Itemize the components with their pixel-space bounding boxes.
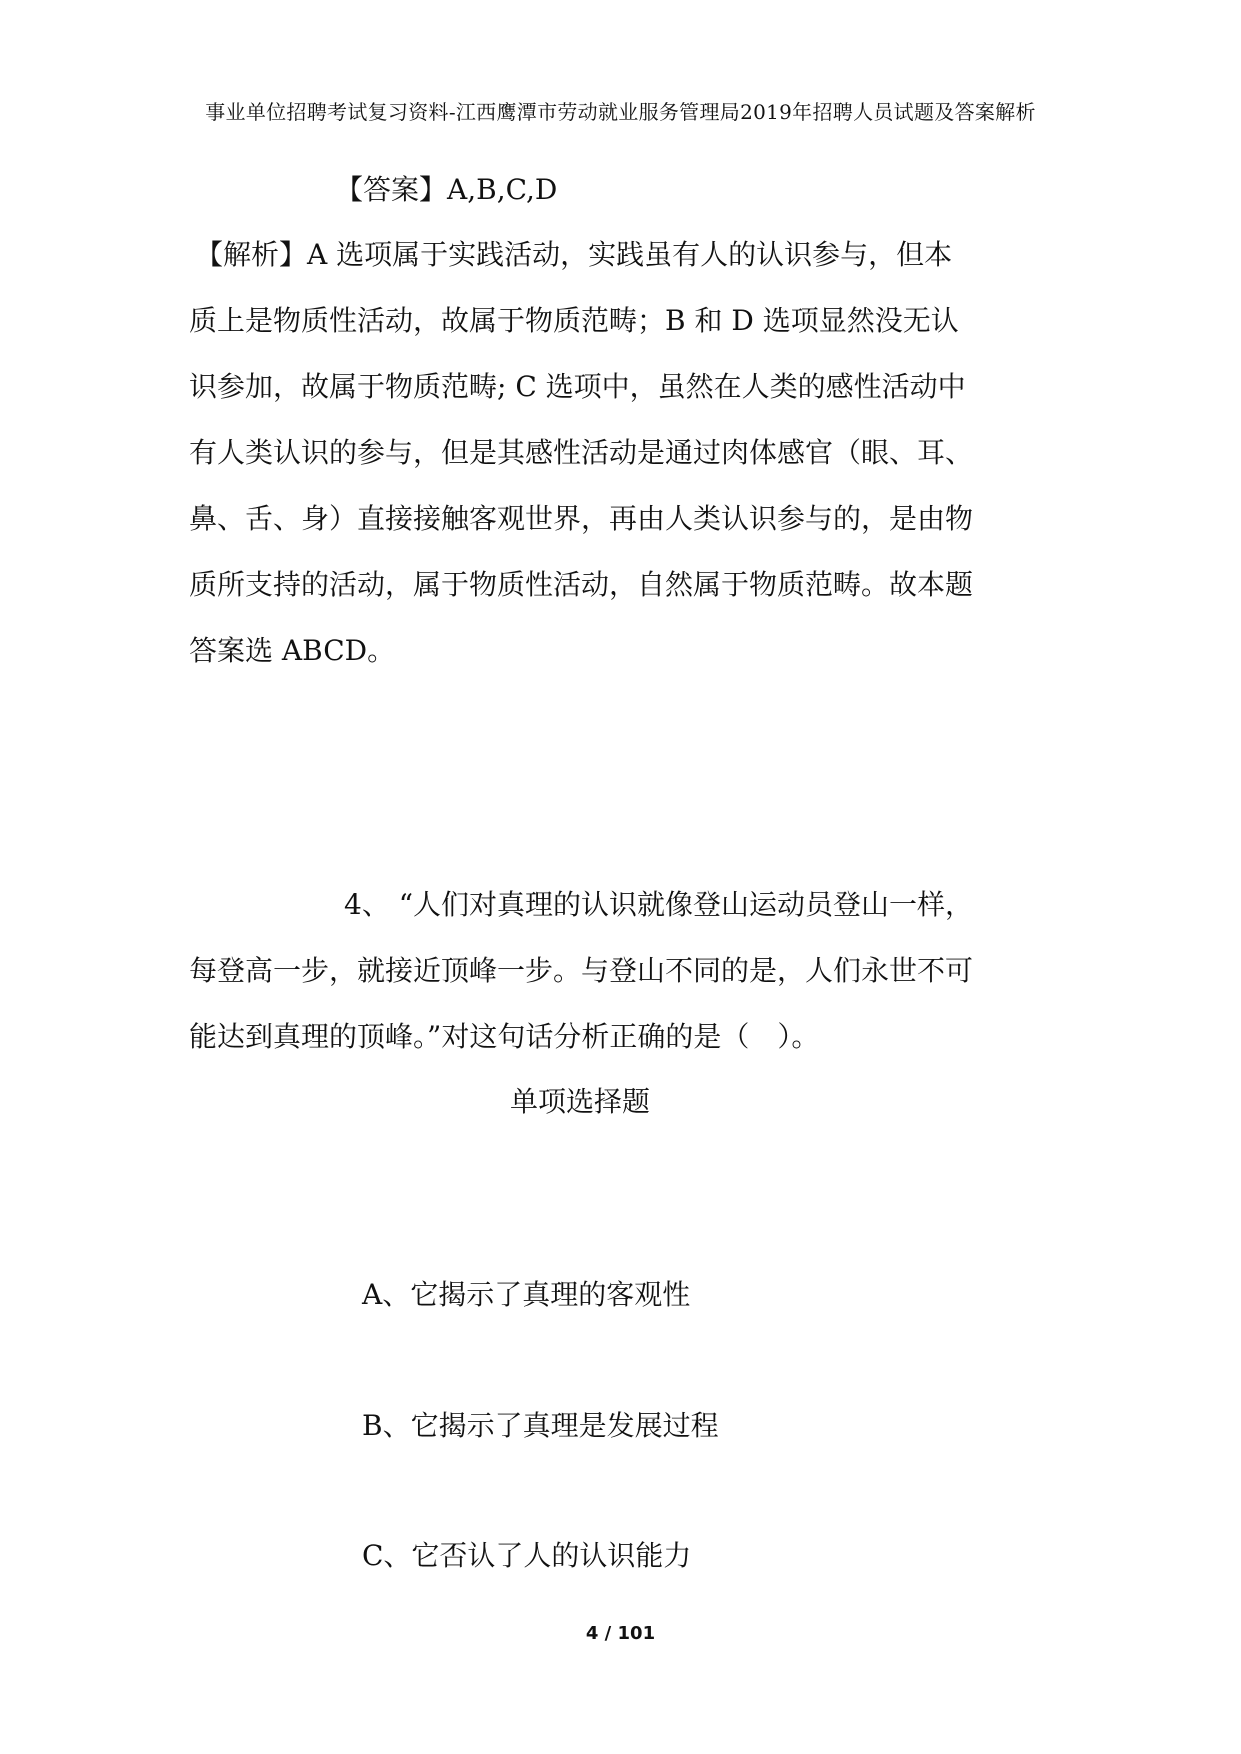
option-c: C、它否认了人的认识能力 <box>362 1539 692 1572</box>
analysis-line: 答案选 ABCD。 <box>189 634 396 667</box>
question-line: 4、 “人们对真理的认识就像登山运动员登山一样， <box>344 888 974 921</box>
option-a: A、它揭示了真理的客观性 <box>362 1278 691 1311</box>
analysis-line: 质上是物质性活动，故属于物质范畴；B 和 D 选项显然没无认 <box>189 304 959 337</box>
analysis-line: 识参加，故属于物质范畴; C 选项中，虽然在人类的感性活动中 <box>189 370 966 403</box>
page-header-title: 事业单位招聘考试复习资料-江西鹰潭市劳动就业服务管理局2019年招聘人员试题及答案解析 <box>205 100 1036 124</box>
question-line: 能达到真理的顶峰。”对这句话分析正确的是（ ）。 <box>189 1020 820 1053</box>
analysis-line: 有人类认识的参与，但是其感性活动是通过肉体感官（眼、耳、 <box>189 436 974 469</box>
question-type-label: 单项选择题 <box>509 1085 650 1118</box>
answer-line: 【答案】A,B,C,D <box>335 173 558 206</box>
analysis-line: 鼻、舌、身）直接接触客观世界，再由人类认识参与的，是由物 <box>189 502 974 535</box>
analysis-line: 质所支持的活动，属于物质性活动，自然属于物质范畴。故本题 <box>189 568 974 601</box>
analysis-paragraph <box>189 222 1059 684</box>
question-stem <box>189 872 1059 1070</box>
analysis-line: 【解析】A 选项属于实践活动，实践虽有人的认识参与，但本 <box>195 238 953 271</box>
page-number: 4 / 101 <box>585 1623 656 1644</box>
question-line: 每登高一步，就接近顶峰一步。与登山不同的是，人们永世不可 <box>189 954 974 987</box>
option-b: B、它揭示了真理是发展过程 <box>362 1409 719 1442</box>
